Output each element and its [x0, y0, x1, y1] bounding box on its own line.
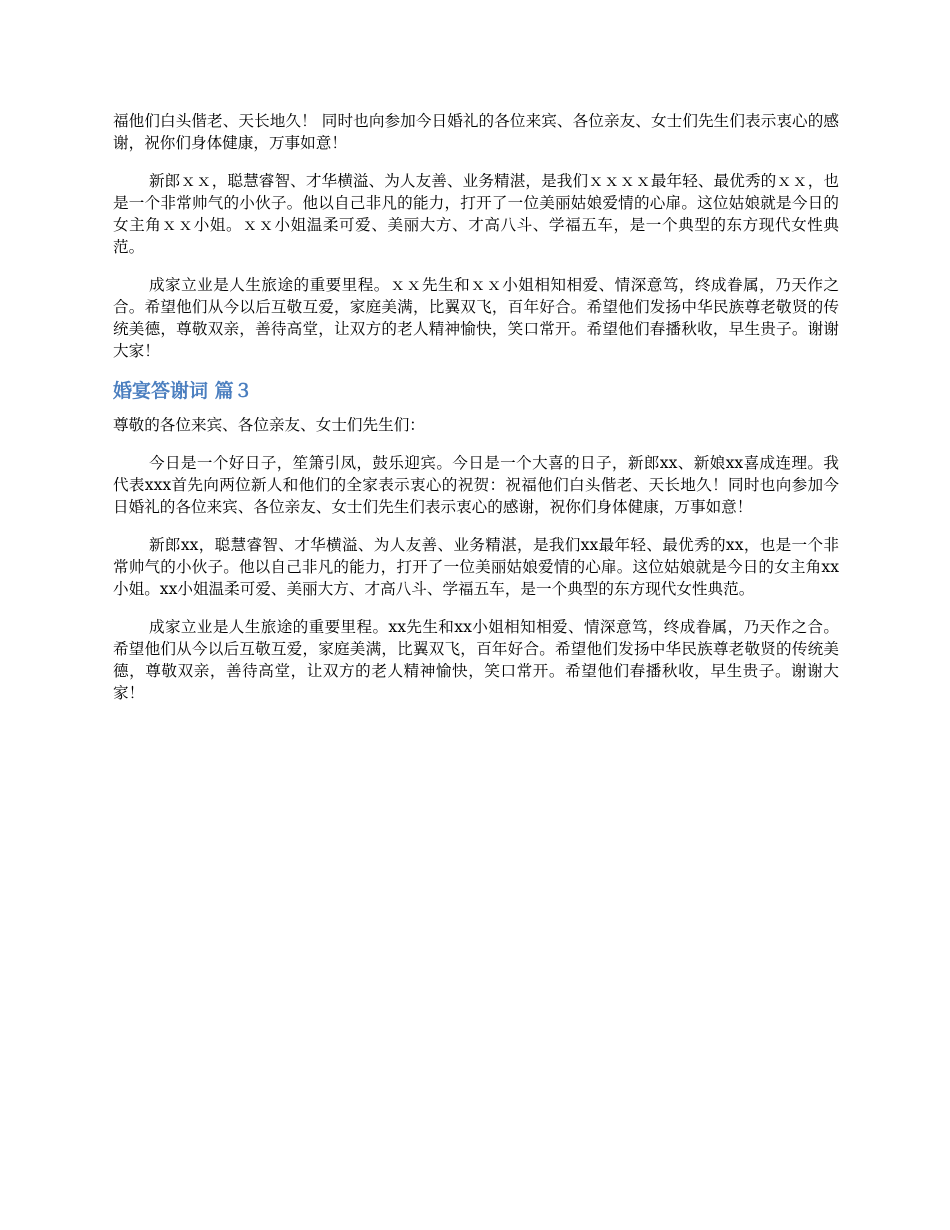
paragraph-groom-intro: 新郎ｘｘ，聪慧睿智、才华横溢、为人友善、业务精湛，是我们ｘｘｘｘ最年轻、最优秀的ｘｘ，也是一个非常帅气的小伙子。他以自己非凡的能力，打开了一位美丽姑娘爱情的心扉。这位姑娘就是今日的女主角ｘｘ小姐。ｘｘ小姐温柔可爱、美丽大方、才高八斗、学福五车，是一个典型的东方现代女性典范。 — [113, 172, 839, 256]
paragraph-opening: 今日是一个好日子，笙箫引凤，鼓乐迎宾。今日是一个大喜的日子，新郎xx、新娘xx喜成连理。我代表xxx首先向两位新人和他们的全家表示衷心的祝贺：祝福他们白头偕老、天长地久！同时也向参加今日婚礼的各位来宾、各位亲友、女士们先生们表示衷心的感谢，祝你们身体健康，万事如意！ — [113, 454, 839, 516]
paragraph-groom-intro-2: 新郎xx，聪慧睿智、才华横溢、为人友善、业务精湛，是我们xx最年轻、最优秀的xx，也是一个非常帅气的小伙子。他以自己非凡的能力，打开了一位美丽姑娘爱情的心扉。这位姑娘就是今日的女主角xx小姐。xx小姐温柔可爱、美丽大方、才高八斗、学福五车，是一个典型的东方现代女性典范。 — [113, 536, 839, 598]
paragraph-wishes: 成家立业是人生旅途的重要里程。ｘｘ先生和ｘｘ小姐相知相爱、情深意笃，终成眷属，乃天作之合。希望他们从今以后互敬互爱，家庭美满，比翼双飞，百年好合。希望他们发扬中华民族尊老敬贤的传统美德，尊敬双亲，善待高堂，让双方的老人精神愉快，笑口常开。希望他们春播秋收，早生贵子。谢谢大家！ — [113, 276, 839, 360]
paragraph-wishes-2: 成家立业是人生旅途的重要里程。xx先生和xx小姐相知相爱、情深意笃，终成眷属，乃天作之合。希望他们从今以后互敬互爱，家庭美满，比翼双飞，百年好合。希望他们发扬中华民族尊老敬贤的传统美德，尊敬双亲，善待高堂，让双方的老人精神愉快，笑口常开。希望他们春播秋收，早生贵子。谢谢大家！ — [113, 618, 839, 702]
paragraph-continued-blessing: 福他们白头偕老、天长地久！ 同时也向参加今日婚礼的各位来宾、各位亲友、女士们先生们表示衷心的感谢，祝你们身体健康，万事如意！ — [113, 112, 839, 152]
section-heading: 婚宴答谢词 篇３ — [113, 380, 253, 402]
document-page — [113, 110, 839, 720]
greeting-line: 尊敬的各位来宾、各位亲友、女士们先生们： — [113, 416, 425, 434]
